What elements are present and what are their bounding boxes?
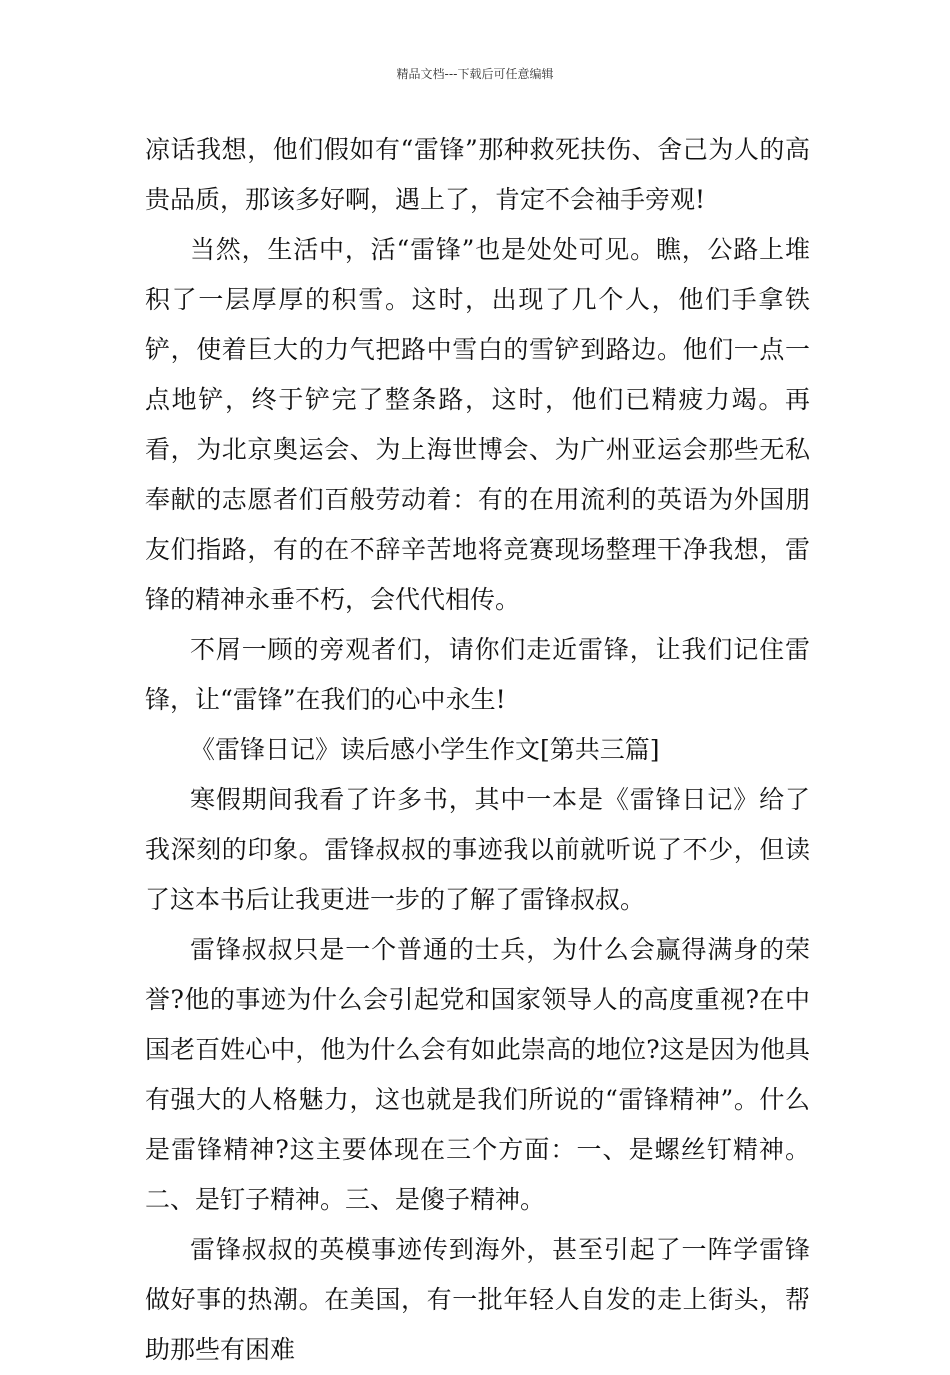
section-title: 《雷锋日记》读后感小学生作文[第共三篇] [190,735,660,764]
paragraph-winter-reading: 寒假期间我看了许多书，其中一本是《雷锋日记》给了我深刻的印象。雷锋叔叔的事迹我以前就听说了不少，但读了这本书后让我更进一步的了解了雷锋叔叔。 [145,785,810,914]
page-header: 精品文档---下载后可任意编辑 [396,67,554,81]
paragraph-bystanders: 不屑一顾的旁观者们，请你们走近雷锋，让我们记住雷锋，让“雷锋”在我们的心中永生! [145,635,810,714]
document-body [145,125,810,1375]
paragraph-overseas-influence: 雷锋叔叔的英模事迹传到海外，甚至引起了一阵学雷锋做好事的热潮。在美国，有一批年轻人自发的走上街头，帮助那些有困难 [145,1235,810,1364]
paragraph-volunteers: 当然，生活中，活“雷锋”也是处处可见。瞧，公路上堆积了一层厚厚的积雪。这时，出现了几个人，他们手拿铁铲，使着巨大的力气把路中雪白的雪铲到路边。他们一点一点地铲，终于铲完了整条路，这时，他们已精疲力竭。再看，为北京奥运会、为上海世博会、为广州亚运会那些无私奉献的志愿者们百般劳动着：有的在用流利的英语为外国朋友们指路，有的在不辞辛苦地将竞赛现场整理干净我想，雷锋的精神永垂不朽，会代代相传。 [145,235,810,614]
paragraph-lei-feng-spirit: 雷锋叔叔只是一个普通的士兵，为什么会赢得满身的荣誉?他的事迹为什么会引起党和国家领导人的高度重视?在中国老百姓心中，他为什么会有如此崇高的地位?这是因为他具有强大的人格魅力，这也就是我们所说的“雷锋精神”。什么是雷锋精神?这主要体现在三个方面：一、是螺丝钉精神。二、是钉子精神。三、是傻子精神。 [145,935,810,1214]
paragraph-continuation: 凉话我想，他们假如有“雷锋”那种救死扶伤、舍己为人的高贵品质，那该多好啊，遇上了，肯定不会袖手旁观! [145,135,810,214]
